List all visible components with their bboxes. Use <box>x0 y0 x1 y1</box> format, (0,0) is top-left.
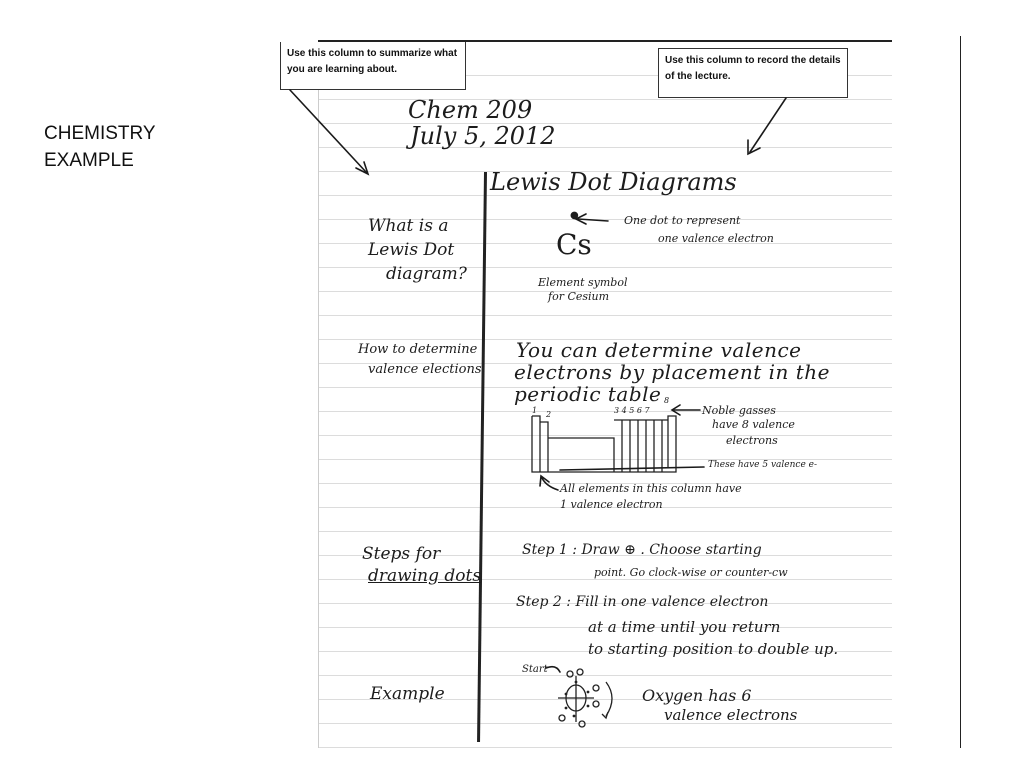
start-label: Start <box>522 664 548 675</box>
cue-q1-line2: Lewis Dot <box>368 240 455 260</box>
header-date: July 5, 2012 <box>410 122 556 150</box>
column-note-line1: All elements in this column have <box>560 482 742 495</box>
callout-details-column: Use this column to record the details of the lecture. <box>658 48 848 98</box>
page-left-edge <box>318 40 319 748</box>
oxygen-line1: Oxygen has 6 <box>642 686 752 705</box>
cue-q4: Example <box>370 684 445 704</box>
cue-q3-line2: drawing dots <box>368 566 482 586</box>
step2-line3: to starting position to double up. <box>588 640 839 658</box>
five-valence-note: These have 5 valence e- <box>708 460 817 470</box>
valence-line1: You can determine valence <box>516 338 802 362</box>
cue-q2-line2: valence elections <box>368 362 482 377</box>
slide-side-label <box>44 120 156 174</box>
group-8-label: 8 <box>664 396 670 405</box>
step1-line2: point. Go clock-wise or counter-cw <box>594 566 788 579</box>
oxygen-line2: valence electrons <box>664 706 798 724</box>
callout-summary-column: Use this column to summarize what you are learning about. <box>280 42 466 90</box>
step2-line2: at a time until you return <box>588 618 781 636</box>
step1-line1: Step 1 : Draw ⊕ . Choose starting <box>522 542 762 558</box>
slide-right-divider <box>960 36 961 748</box>
noble-gas-line3: electrons <box>726 434 778 447</box>
group-numbers-label: 3 4 5 6 7 <box>614 406 650 415</box>
element-note-line2: for Cesium <box>548 290 610 303</box>
noble-gas-line1: Noble gasses <box>702 404 776 417</box>
oxygen-diagram-sketch <box>536 662 632 734</box>
element-note-line1: Element symbol <box>538 276 628 289</box>
cue-q3-line1: Steps for <box>362 544 441 564</box>
side-label-line1: CHEMISTRY <box>44 123 156 144</box>
group-1-label: 1 <box>532 406 538 415</box>
periodic-table-sketch <box>526 412 686 474</box>
valence-dot: ● <box>570 210 579 221</box>
noble-gas-line2: have 8 valence <box>712 418 795 431</box>
cue-q1-line1: What is a <box>368 216 449 236</box>
valence-line3: periodic table <box>514 382 662 406</box>
cue-q1-line3: diagram? <box>386 264 467 284</box>
step2-line1: Step 2 : Fill in one valence electron <box>516 594 769 610</box>
cesium-symbol: Cs <box>556 228 592 261</box>
column-note-line2: 1 valence electron <box>560 498 663 511</box>
side-label-line2: EXAMPLE <box>44 150 134 171</box>
group-2-label: 2 <box>546 410 552 419</box>
header-course: Chem 209 <box>408 96 533 124</box>
notes-title: Lewis Dot Diagrams <box>490 168 737 196</box>
dot-note-line2: one valence electron <box>658 232 774 245</box>
valence-line2: electrons by placement in the <box>514 360 830 384</box>
dot-note-line1: One dot to represent <box>624 214 741 227</box>
cue-q2-line1: How to determine <box>358 342 478 357</box>
